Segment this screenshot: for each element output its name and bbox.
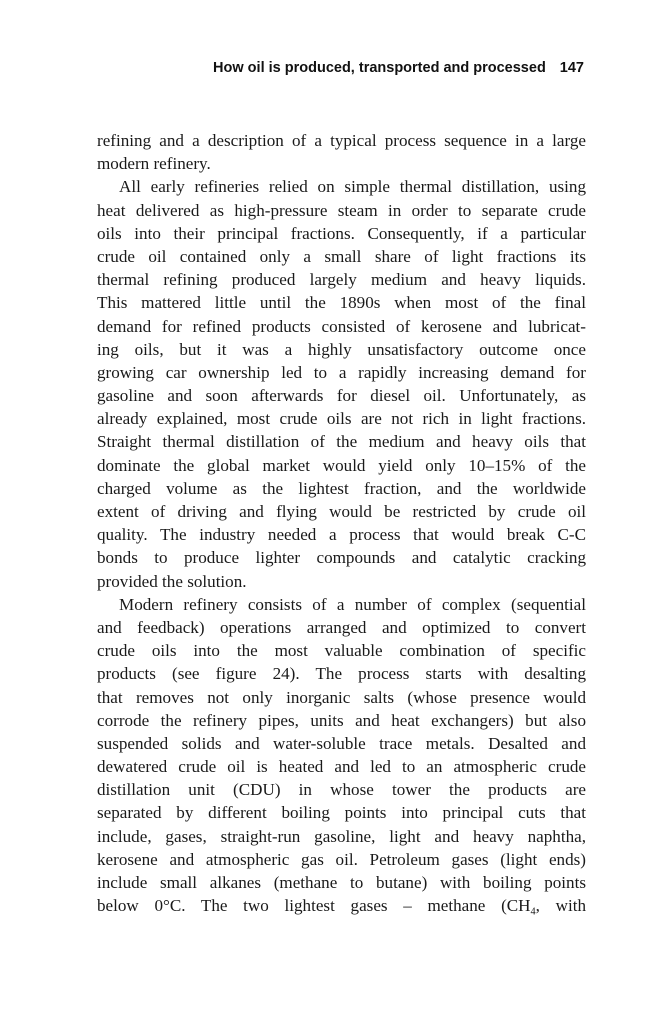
text-line: crude oil contained only a small share of light fractions its	[97, 246, 586, 266]
text-line: distillation unit (CDU) in whose tower the products are	[97, 780, 586, 800]
subscript-4: 4	[530, 906, 536, 918]
text-line: dominate the global market would yield only 10–15% of the	[97, 455, 586, 475]
text-line: suspended solids and water-soluble trace metals. Desalted and	[97, 733, 586, 753]
text-line: crude oils into the most valuable combination of specific	[97, 641, 586, 661]
text-line: corrode the refinery pipes, units and heat exchangers) but also	[97, 710, 586, 730]
text-line: provided the solution.	[97, 571, 247, 591]
text-line: separated by different boiling points into principal cuts that	[97, 803, 586, 823]
text-line: dewatered crude oil is heated and led to an atmospheric crude	[97, 757, 586, 777]
body-text	[97, 129, 586, 917]
text-line: Straight thermal distillation of the medium and heavy oils that	[97, 432, 586, 452]
final-line-tail: , with	[535, 896, 586, 916]
text-line: extent of driving and flying would be restricted by crude oil	[97, 502, 586, 521]
text-line: already explained, most crude oils are not rich in light fractions.	[97, 409, 586, 429]
text-line: include small alkanes (methane to butane) with boiling points	[97, 873, 586, 892]
text-line: heat delivered as high-pressure steam in order to separate crude	[97, 200, 586, 220]
text-line: charged volume as the lightest fraction, and the worldwide	[97, 478, 586, 498]
text-line: products (see figure 24). The process starts with desalting	[97, 664, 586, 684]
text-line: thermal refining produced largely medium and heavy liquids.	[97, 270, 586, 290]
text-line: gasoline and soon afterwards for diesel oil. Unfortunately, as	[97, 386, 586, 406]
text-line: include, gases, straight-run gasoline, light and heavy naphtha,	[97, 826, 586, 846]
text-line: bonds to produce lighter compounds and catalytic cracking	[97, 548, 586, 568]
text-line: Modern refinery consists of a number of complex (sequential	[119, 594, 586, 614]
text-line: This mattered little until the 1890s when most of the final	[97, 293, 586, 313]
text-line: refining and a description of a typical process sequence in a large	[97, 131, 586, 150]
text-line: and feedback) operations arranged and optimized to convert	[97, 617, 586, 637]
page-number: 147	[559, 60, 584, 76]
running-head-title: How oil is produced, transported and processed	[213, 60, 546, 76]
text-line: oils into their principal fractions. Consequently, if a particular	[97, 223, 586, 243]
running-head	[213, 60, 584, 76]
text-line: kerosene and atmospheric gas oil. Petroleum gases (light ends)	[97, 849, 586, 869]
text-line: modern refinery.	[97, 154, 211, 174]
text-line: All early refineries relied on simple thermal distillation, using	[119, 177, 586, 197]
final-line-text: below 0°C. The two lightest gases – methane (CH	[97, 896, 531, 916]
text-line: growing car ownership led to a rapidly increasing demand for	[97, 362, 586, 382]
text-line: ing oils, but it was a highly unsatisfactory outcome once	[97, 339, 586, 359]
text-line: that removes not only inorganic salts (whose presence would	[97, 687, 586, 707]
text-line: quality. The industry needed a process that would break C-C	[97, 525, 586, 545]
text-line-final	[97, 894, 586, 917]
text-line: demand for refined products consisted of kerosene and lubricat-	[97, 316, 586, 336]
